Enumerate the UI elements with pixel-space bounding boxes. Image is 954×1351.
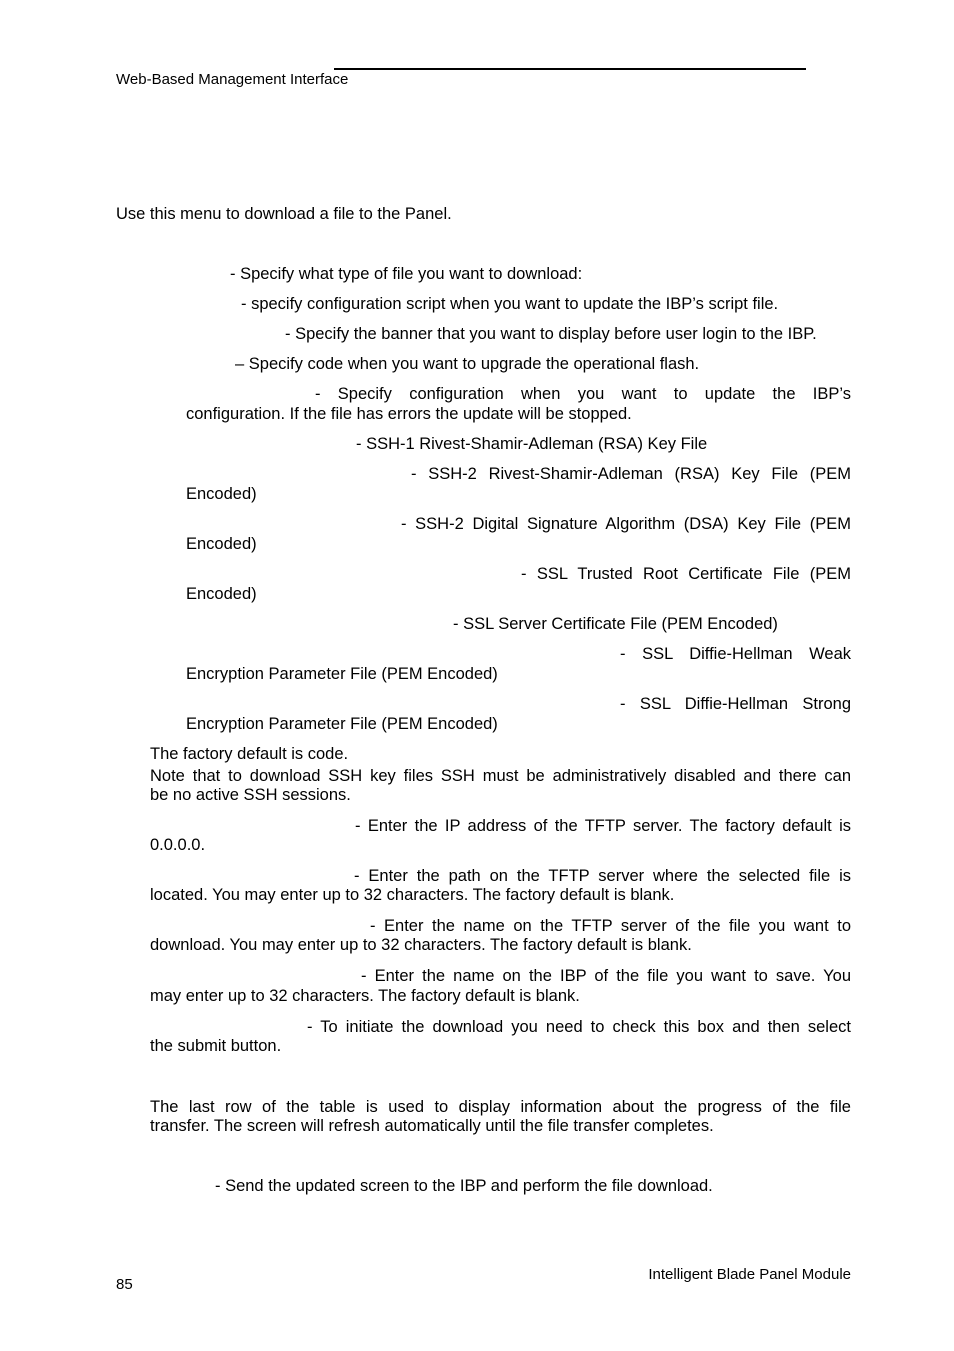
start-desc-line2: the submit button.	[150, 1037, 282, 1055]
dh-strong-desc-line1: - SSL Diffie-Hellman Strong	[620, 695, 851, 713]
file-type-desc: - Specify what type of file you want to download:	[230, 265, 583, 283]
tftp-ip-desc-line1: - Enter the IP address of the TFTP server. The factory default is	[355, 817, 851, 835]
factory-default-note: The factory default is code.	[150, 745, 349, 763]
page-number: 85	[116, 1276, 133, 1293]
dh-weak-desc-line1: - SSL Diffie-Hellman Weak	[620, 645, 851, 663]
header-title: Web-Based Management Interface	[116, 71, 349, 88]
code-desc: – Specify code when you want to upgrade the operational flash.	[235, 355, 700, 373]
config-desc-line2: configuration. If the file has errors the update will be stopped.	[186, 405, 632, 423]
ssh2-dsa-desc-line1: - SSH-2 Digital Signature Algorithm (DSA) Key File (PEM	[401, 515, 851, 533]
ssl-root-desc-line1: - SSL Trusted Root Certificate File (PEM	[521, 565, 851, 583]
ssh1-rsa-desc: - SSH-1 Rivest-Shamir-Adleman (RSA) Key File	[356, 435, 708, 453]
ssh-note-line2: be no active SSH sessions.	[150, 786, 351, 804]
tftp-ip-desc-line2: 0.0.0.0.	[150, 836, 206, 854]
ssl-root-desc-line2: Encoded)	[186, 585, 257, 603]
config-desc-line1: - Specify configuration when you want to update the IBP’s	[315, 385, 851, 403]
footer-product: Intelligent Blade Panel Module	[648, 1266, 851, 1283]
tftp-path-desc-line2: located. You may enter up to 32 characters. The factory default is blank.	[150, 886, 675, 904]
progress-desc-line1: The last row of the table is used to display information about the progress of the file	[150, 1098, 851, 1116]
start-desc-line1: - To initiate the download you need to check this box and then select	[307, 1018, 851, 1036]
tftp-path-desc-line1: - Enter the path on the TFTP server where the selected file is	[354, 867, 851, 885]
local-name-desc-line1: - Enter the name on the IBP of the file you want to save. You	[361, 967, 851, 985]
submit-desc: - Send the updated screen to the IBP and perform the file download.	[215, 1177, 713, 1195]
ssh2-rsa-desc-line1: - SSH-2 Rivest-Shamir-Adleman (RSA) Key File (PEM	[411, 465, 851, 483]
ssh2-rsa-desc-line2: Encoded)	[186, 485, 257, 503]
local-name-desc-line2: may enter up to 32 characters. The factory default is blank.	[150, 987, 580, 1005]
progress-desc-line2: transfer. The screen will refresh automatically until the file transfer completes.	[150, 1117, 714, 1135]
header-rule	[334, 68, 806, 70]
tftp-name-desc-line2: download. You may enter up to 32 characters. The factory default is blank.	[150, 936, 692, 954]
dh-weak-desc-line2: Encryption Parameter File (PEM Encoded)	[186, 665, 498, 683]
intro-text: Use this menu to download a file to the Panel.	[116, 205, 452, 223]
dh-strong-desc-line2: Encryption Parameter File (PEM Encoded)	[186, 715, 498, 733]
ssl-server-desc: - SSL Server Certificate File (PEM Encoded)	[453, 615, 778, 633]
ssh2-dsa-desc-line2: Encoded)	[186, 535, 257, 553]
script-desc: - specify configuration script when you want to update the IBP’s script file.	[241, 295, 779, 313]
banner-desc: - Specify the banner that you want to display before user login to the IBP.	[285, 325, 817, 343]
ssh-note-line1: Note that to download SSH key files SSH must be administratively disabled and there can	[150, 767, 851, 785]
tftp-name-desc-line1: - Enter the name on the TFTP server of the file you want to	[370, 917, 851, 935]
